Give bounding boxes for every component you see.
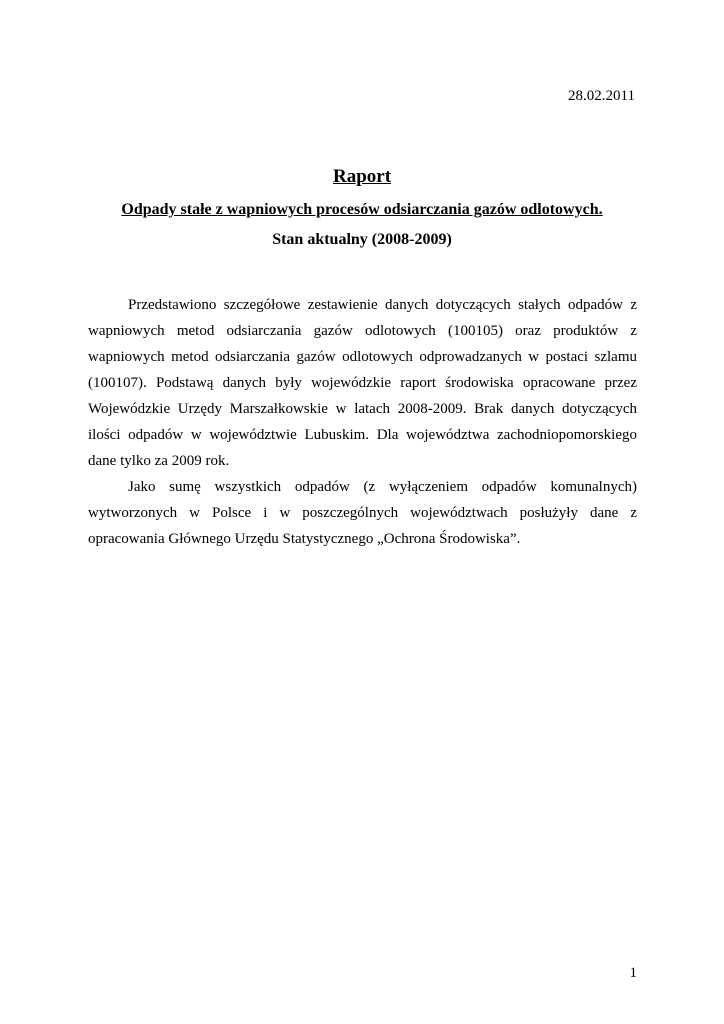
title-block: [0, 163, 724, 251]
document-subtitle: Odpady stałe z wapniowych procesów odsiarczania gazów odlotowych.: [121, 201, 603, 218]
document-status-line: Stan aktualny (2008-2009): [272, 231, 452, 248]
page-number: 1: [629, 965, 637, 981]
body-paragraph-2: Jako sumę wszystkich odpadów (z wyłączeniem odpadów komunalnych) wytworzonych w Polsce i w poszczególnych województwach posłużyły dane z opracowania Głównego Urzędu Statystycznego „Ochrona Środowiska”.: [88, 479, 637, 547]
document-title: Raport: [332, 166, 392, 187]
document-body: [88, 292, 637, 552]
document-date: 28.02.2011: [568, 88, 635, 104]
body-paragraph-1: Przedstawiono szczegółowe zestawienie danych dotyczących stałych odpadów z wapniowych metod odsiarczania gazów odlotowych (100105) oraz produktów z wapniowych metod odsiarczania gazów odlotowych odprowadzanych w postaci szlamu (100107). Podstawą danych były wojewódzkie raport środowiska opracowane przez Wojewódzkie Urzędy Marszałkowskie w latach 2008-2009. Brak danych dotyczących ilości odpadów w województwie Lubuskim. Dla województwa zachodniopomorskiego dane tylko za 2009 rok.: [88, 297, 637, 469]
